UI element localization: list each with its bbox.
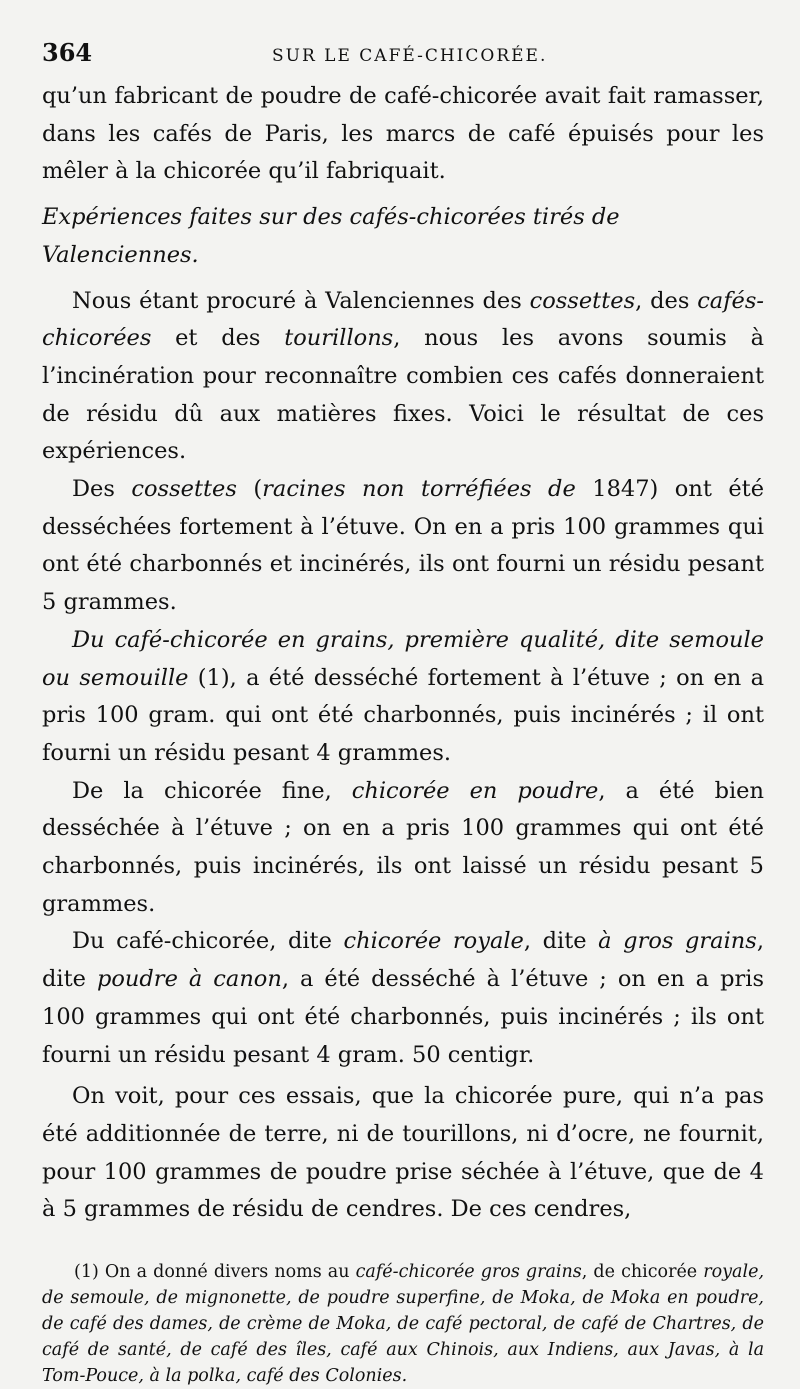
section-heading: Expériences faites sur des cafés-chicorées tirés de Valenciennes. — [42, 204, 620, 268]
footnotes — [42, 1259, 764, 1389]
page-number: 364 — [42, 38, 93, 67]
page-header — [42, 38, 764, 78]
paragraph-conclusion: On voit, pour ces essais, que la chicorée pure, qui n’a pas été additionnée de terre, ni de tourillons, ni d’ocre, ne fournit, pour 100 grammes de poudre prise séchée à l’étuve, que de 4 à 5 grammes de résidu de cendres. De ces cendres, — [42, 1083, 764, 1223]
body-text — [42, 78, 764, 1229]
paragraph-chicoree-fine: De la chicorée fine, chicorée en poudre, a été bien desséchée à l’étuve ; on en a pris 100 grammes qui ont été charbonnés, puis incinérés, ils ont laissé un résidu pesant 5 grammes. — [42, 777, 764, 917]
paragraph-grains: Du café-chicorée en grains, première qualité, dite semoule ou semouille (1), a été desséché fortement à l’étuve ; on en a pris 100 gram. qui ont été charbonnés, puis incinérés ; il ont fourni un résidu pesant 4 grammes. — [42, 626, 765, 766]
paragraph-valenciennes: Nous étant procuré à Valenciennes des cossettes, des cafés-chicorées et des tourillons, nous les avons soumis à l’incinération pour reconnaître combien ces cafés donneraient de résidu dû aux matières fixes. Voici le résultat de ces expériences. — [42, 287, 764, 465]
paragraph-chicoree-royale: Du café-chicorée, dite chicorée royale, dite à gros grains, dite poudre à canon, a été desséché à l’étuve ; on en a pris 100 grammes qui ont été charbonnés, puis incinérés ; ils ont fourni un résidu pesant 4 gram. 50 centigr. — [42, 928, 765, 1068]
running-head: SUR LE CAFÉ-CHICORÉE. — [272, 46, 548, 66]
footnote-1: (1) On a donné divers noms au café-chicorée gros grains, de chicorée royale, de semoule, de mignonette, de poudre superfine, de Moka, de Moka en poudre, de café des dames, de crème de Moka, de café pectoral, de café de Chartres, de café de santé, de café des îles, café aux Chinois, aux Indiens, aux Javas, à la Tom-Pouce, à la polka, café des Colonies. — [42, 1262, 765, 1387]
paragraph-cossettes: Des cossettes (racines non torréfiées de 1847) ont été desséchées fortement à l’étuve. On en a pris 100 grammes qui ont été charbonnés et incinérés, ils ont fourni un résidu pesant 5 grammes. — [42, 476, 765, 616]
paragraph-continuation: qu’un fabricant de poudre de café-chicorée avait fait ramasser, dans les cafés de Paris, les marcs de café épuisés pour les mêler à la chicorée qu’il fabriquait. — [42, 83, 764, 185]
